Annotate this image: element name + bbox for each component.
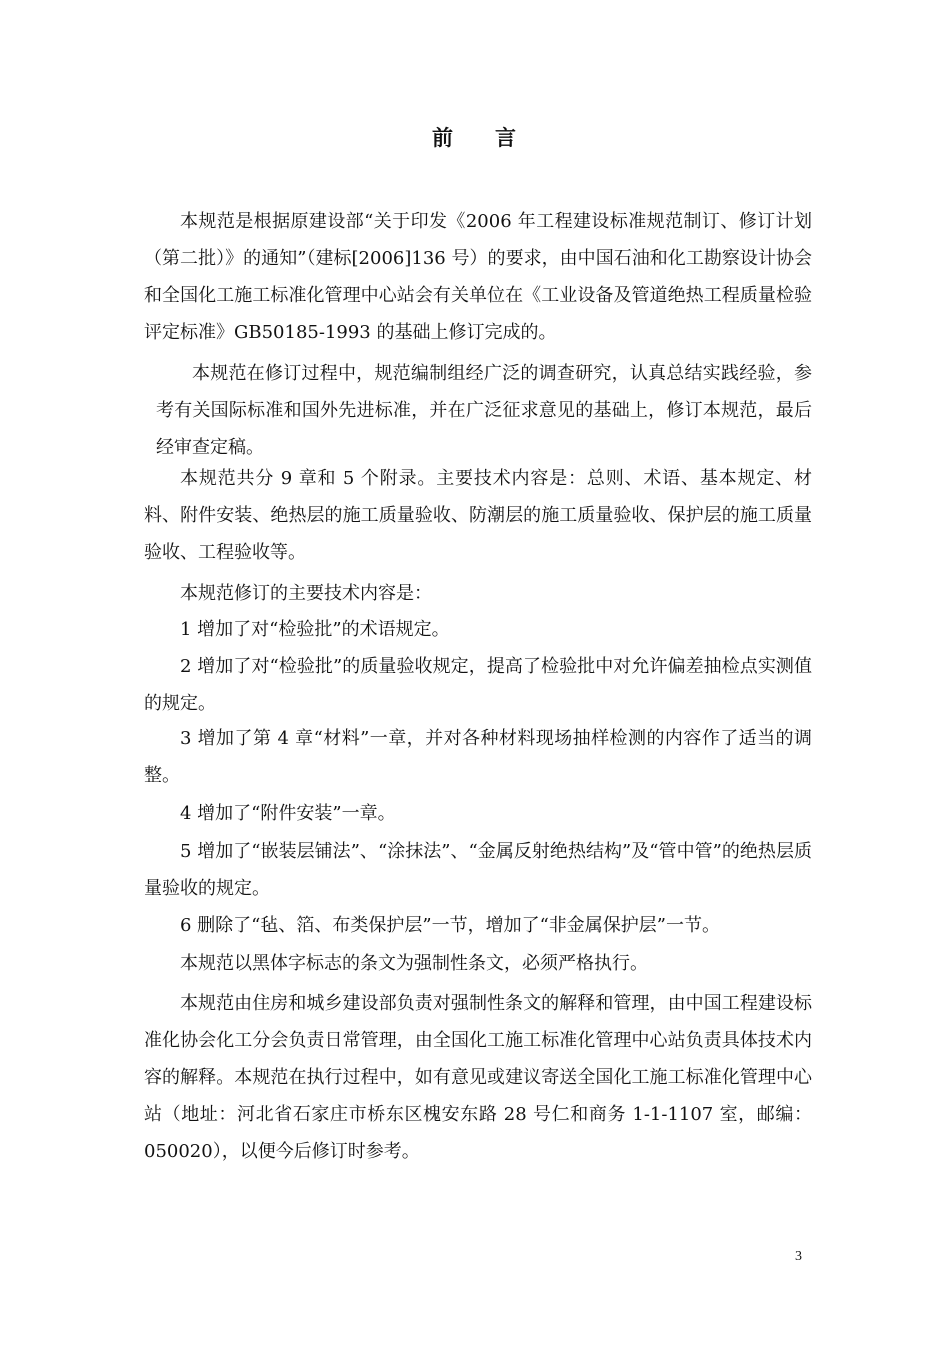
- paragraph-4-block: [144, 575, 812, 612]
- item-5-block: [144, 833, 812, 907]
- item-3-block: [144, 720, 812, 794]
- title-char-1: 前: [432, 125, 455, 150]
- item-1-block: [144, 611, 812, 648]
- paragraph-3-block: [144, 460, 812, 571]
- list-item: 6 删除了“毡、箔、布类保护层”一节，增加了“非金属保护层”一节。: [180, 915, 720, 936]
- paragraph: 本规范是根据原建设部“关于印发《2006 年工程建设标准规范制订、修订计划（第二批）》的通知”（建标[2006]136 号）的要求，由中国石油和化工勘察设计协会和全国化工施工标准化管理中心站会有关单位在《工业设备及管道绝热工程质量检验评定标准》GB50185-1993 的基础上修订完成的。: [144, 211, 812, 343]
- title-char-2: 言: [495, 125, 518, 150]
- paragraph: 本规范以黑体字标志的条文为强制性条文，必须严格执行。: [180, 953, 648, 974]
- item-6-block: [144, 907, 812, 944]
- paragraph-mandatory-block: [144, 945, 812, 982]
- item-2-block: [144, 648, 812, 722]
- list-item: 5 增加了“嵌装层铺法”、“涂抹法”、“金属反射绝热结构”及“管中管”的绝热层质量验收的规定。: [144, 841, 812, 899]
- paragraph: 本规范共分 9 章和 5 个附录。主要技术内容是：总则、术语、基本规定、材料、附件安装、绝热层的施工质量验收、防潮层的施工质量验收、保护层的施工质量验收、工程验收等。: [144, 468, 812, 563]
- page-title: [0, 122, 950, 152]
- paragraph: 本规范在修订过程中，规范编制组经广泛的调查研究，认真总结实践经验，参考有关国际标准和国外先进标准，并在广泛征求意见的基础上，修订本规范，最后经审查定稿。: [156, 363, 812, 458]
- page-number: 3: [795, 1249, 802, 1264]
- list-item: 1 增加了对“检验批”的术语规定。: [180, 619, 450, 640]
- paragraph-final-block: [144, 985, 812, 1170]
- paragraph-2-block: [156, 355, 812, 466]
- paragraph: 本规范修订的主要技术内容是：: [180, 583, 432, 604]
- list-item: 2 增加了对“检验批”的质量验收规定，提高了检验批中对允许偏差抽检点实测值的规定。: [144, 656, 812, 714]
- item-4-block: [144, 795, 812, 832]
- paragraph: 本规范由住房和城乡建设部负责对强制性条文的解释和管理，由中国工程建设标准化协会化工分会负责日常管理，由全国化工施工标准化管理中心站负责具体技术内容的解释。本规范在执行过程中，如有意见或建议寄送全国化工施工标准化管理中心站（地址：河北省石家庄市桥东区槐安东路 28 号仁和商务 1-1-1107 室，邮编：050020），以便今后修订时参考。: [144, 993, 812, 1162]
- list-item: 4 增加了“附件安装”一章。: [180, 803, 396, 824]
- list-item: 3 增加了第 4 章“材料”一章，并对各种材料现场抽样检测的内容作了适当的调整。: [144, 728, 812, 786]
- paragraph-1-block: [144, 203, 812, 351]
